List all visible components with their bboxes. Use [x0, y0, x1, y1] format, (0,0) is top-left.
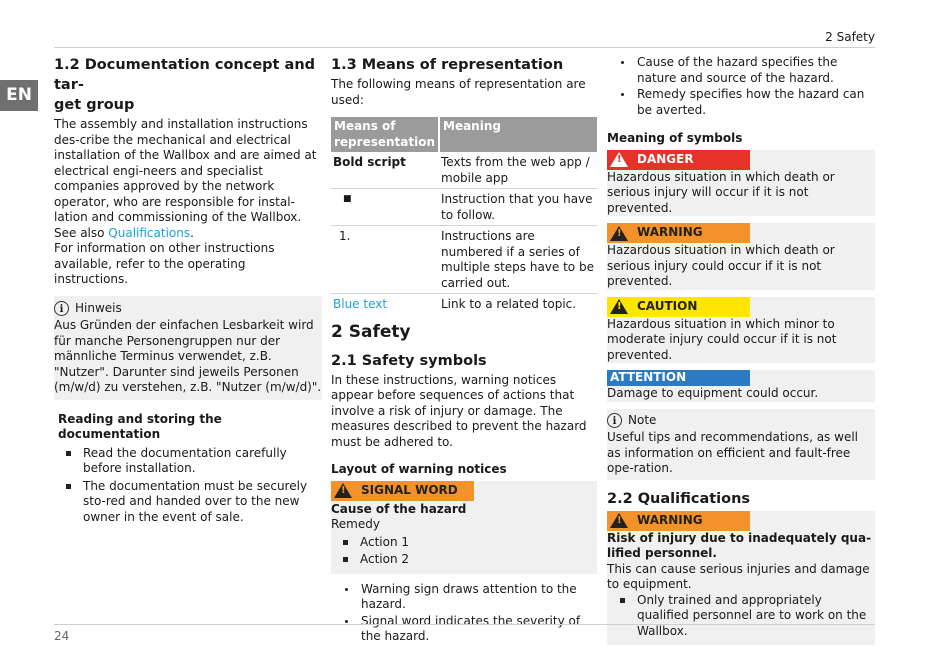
column-3: [607, 55, 875, 645]
table-row: Blue text Link to a related topic.: [331, 294, 597, 315]
cause-text: Cause of the hazard: [331, 501, 467, 516]
running-header: 2 Safety: [825, 30, 875, 44]
symbols-heading: Meaning of symbols: [607, 131, 743, 145]
layout-explanation-list: [331, 582, 597, 645]
safety-symbols-text: In these instructions, warning notices appear before sequences of actions that involve a risk of injury or damage. The measures described to prevent the hazard must be adhered to.: [331, 372, 587, 449]
column-2: [331, 55, 597, 646]
table-header: Meaning: [439, 117, 597, 152]
list-item: Only trained and appropriately qualified personnel are to work on the Wallbox.: [637, 593, 875, 640]
list-item: The documentation must be securely sto-red and handed over to the new owner in the event of sale.: [83, 479, 322, 526]
list-item: Warning sign draws attention to the hazard.: [361, 582, 597, 613]
page-number: 24: [54, 629, 70, 643]
danger-bar: ! DANGER: [607, 150, 750, 170]
list-item: Action 2: [360, 552, 597, 568]
note-text: Aus Gründen der einfachen Lesbarkeit wird für manche Personengruppen nur der männliche Terminus verwendet, z.B. "Nutzer". Darunter sind jeweils Personen (m/w/d) zu verstehen, z.B. "Nutzer (m/w/d)".: [54, 318, 322, 394]
warning-bar: ! WARNING: [607, 223, 750, 243]
action-list: [331, 535, 597, 568]
caution-notice: ! CAUTION Hazardous situation in which minor to moderate injury could occur if it is not prevented.: [607, 297, 875, 364]
header-rule: [54, 47, 875, 48]
reading-bullets: [54, 446, 322, 526]
warning-triangle-icon: [610, 513, 628, 528]
section-title-1-2: 1.2 Documentation concept and tar- get group: [54, 57, 316, 113]
warning-triangle-icon: [334, 483, 352, 498]
attention-bar: ATTENTION: [607, 370, 750, 386]
table-header-row: [331, 117, 597, 152]
layout-heading: Layout of warning notices: [331, 462, 507, 476]
remedy-text: Remedy: [331, 517, 380, 531]
signal-word-bar: ! SIGNAL WORD: [331, 481, 474, 501]
warning-layout-example: [331, 481, 597, 574]
footer-rule: [54, 624, 875, 625]
warning-bar: ! WARNING: [607, 511, 750, 531]
qual-remedy-list: [607, 593, 875, 640]
attention-notice: ATTENTION Damage to equipment could occur.: [607, 370, 875, 402]
note-notice: i Note Useful tips and recommendations, as well as information on efficient and fault-free ope-ration.: [607, 409, 875, 480]
chapter-title-safety: 2 Safety: [331, 321, 411, 342]
reading-storing-heading: Reading and storing the documentation: [58, 411, 222, 441]
info-icon: i: [54, 301, 69, 316]
table-row: Bold script Texts from the web app / mobile app: [331, 152, 597, 189]
list-item: Read the documentation carefully before installation.: [83, 446, 322, 477]
intro-paragraph: The assembly and installation instructions des-cribe the mechanical and electrical installation of the Wallbox and are aimed at electrical engi-neers and specialist companies approved by the network operator, who are responsible for instal-lation and commissioning of the Wallbox. See also Qualifications.: [54, 117, 317, 240]
list-item: Action 1: [360, 535, 597, 551]
other-instructions-paragraph: For information on other instructions available, refer to the operating instructions.: [54, 241, 275, 286]
qual-hazard: Risk of injury due to inadequately qua-lified personnel.: [607, 530, 872, 560]
blue-text-sample: Blue text: [333, 297, 388, 311]
caution-bar: ! CAUTION: [607, 297, 750, 317]
note-title: Hinweis: [75, 300, 122, 315]
warning-triangle-icon: [610, 152, 628, 167]
list-item: Signal word indicates the severity of the hazard.: [361, 614, 597, 645]
info-icon: i: [607, 413, 622, 428]
section-title-2-1: 2.1 Safety symbols: [331, 352, 487, 369]
list-item: Remedy specifies how the hazard can be averted.: [637, 87, 875, 118]
table-header: Means of representation: [331, 117, 439, 152]
list-item: Cause of the hazard specifies the nature and source of the hazard.: [637, 55, 875, 86]
hinweis-note: [54, 296, 322, 400]
warning-notice: ! WARNING Hazardous situation in which death or serious injury could occur if it is not prevented.: [607, 223, 875, 290]
qualifications-link[interactable]: Qualifications: [108, 225, 191, 240]
danger-notice: ! DANGER Hazardous situation in which death or serious injury will occur if it is not prevented.: [607, 150, 875, 217]
warning-triangle-icon: [610, 226, 628, 241]
means-table: [331, 117, 597, 315]
layout-explanation-list-cont: [607, 55, 875, 118]
table-row: ■ Instruction that you have to follow.: [331, 189, 597, 226]
column-1: [54, 55, 322, 527]
section-title-1-3: 1.3 Means of representation: [331, 57, 564, 73]
warning-triangle-icon: [610, 299, 628, 314]
table-row: 1. Instructions are numbered if a series of multiple steps have to be carried out.: [331, 226, 597, 294]
means-intro: The following means of representation are used:: [331, 77, 586, 107]
qual-consequence: This can cause serious injuries and damage to equipment.: [607, 561, 870, 591]
language-tab: EN: [0, 80, 38, 111]
section-title-2-2: 2.2 Qualifications: [607, 490, 751, 507]
